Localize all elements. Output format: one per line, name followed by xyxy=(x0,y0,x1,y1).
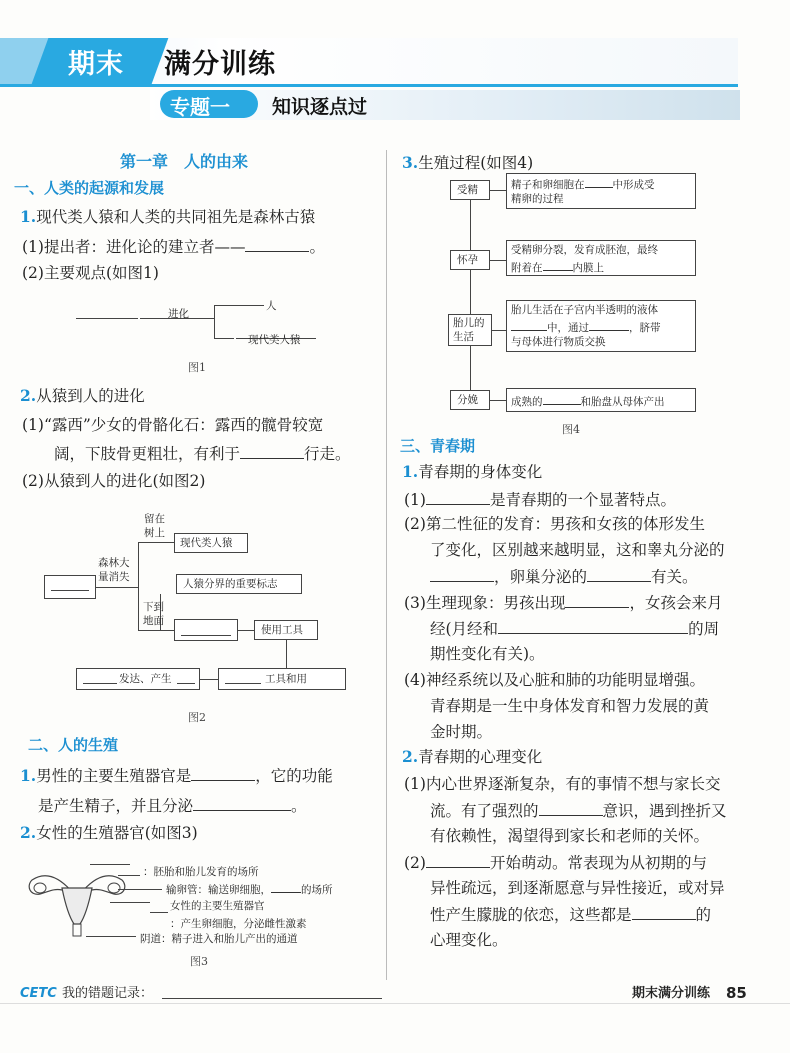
fig4-d1-line1 xyxy=(511,176,655,192)
q7-sub2e: 心理变化。 xyxy=(430,931,508,949)
section-heading-puberty: 三、青春期 xyxy=(400,437,476,455)
fig4-step-fertilize xyxy=(450,180,490,200)
fig4-d2c: 内膜上 xyxy=(572,262,604,274)
fig4-d1c: 精卵的过程 xyxy=(511,193,564,205)
fig4-arrow xyxy=(492,330,506,331)
running-title: 期末满分训练 xyxy=(632,986,711,1001)
q-number: 2. xyxy=(402,747,419,766)
fig2-sign-box xyxy=(176,574,302,594)
female-reproductive-diagram xyxy=(22,858,132,938)
q2-sub1b-text: 阔，下肢骨更粗壮，有利于 xyxy=(54,445,241,463)
answer-blank[interactable] xyxy=(271,881,301,893)
fig2-make-tools-box xyxy=(218,668,346,690)
fig4-s3: 胎儿的 生活 xyxy=(453,317,485,343)
fig3-leader xyxy=(90,864,130,865)
q7-sub1c-text: 意识，遇到挫折又 xyxy=(602,802,727,820)
fig4-desc-pregnancy xyxy=(506,240,696,276)
fig1-caption: 图1 xyxy=(188,361,206,374)
question-6 xyxy=(402,462,542,482)
q6-sub4b: 青春期是一生中身体发育和智力发展的黄 xyxy=(430,697,710,715)
fig4-spine xyxy=(470,194,471,400)
answer-blank[interactable] xyxy=(193,795,291,811)
fig4-desc-fertilize xyxy=(506,173,696,209)
q6-sub3a-text: (3)生理现象：男孩出现 xyxy=(404,594,566,612)
answer-blank[interactable] xyxy=(543,393,581,405)
fig4-d1b: 中形成受 xyxy=(612,179,655,191)
column-divider xyxy=(386,150,387,980)
q-number: 3. xyxy=(402,153,419,172)
fig4-s2: 怀孕 xyxy=(457,254,478,266)
fig4-caption: 图4 xyxy=(562,423,580,436)
question-5 xyxy=(402,153,533,173)
fig2-line xyxy=(96,587,138,588)
fig2-start-box xyxy=(44,575,96,599)
fig4-d2-line2 xyxy=(511,259,604,275)
footer-record-label: 我的错题记录： xyxy=(62,986,154,1001)
fig1-human: 人 xyxy=(266,300,277,312)
answer-blank[interactable] xyxy=(565,592,629,608)
q7-sub2a: (2) 开始萌动。常表现为从初期的与 xyxy=(404,854,707,872)
answer-blank[interactable] xyxy=(587,566,651,582)
fig2-up-line xyxy=(138,542,174,543)
question-3 xyxy=(20,765,333,786)
q7-text: 青春期的心理变化 xyxy=(418,748,543,766)
fig3-leader xyxy=(118,889,162,890)
fig4-d3-line2 xyxy=(511,319,661,335)
q1-sub2: (2)主要观点(如图1) xyxy=(22,264,159,282)
fig1-blank[interactable] xyxy=(76,318,138,319)
fig2-make-tools: 工具和用 xyxy=(265,673,307,685)
fig2-trunk xyxy=(138,542,139,630)
q2-sub2: (2)从猿到人的进化(如图2) xyxy=(22,472,206,490)
answer-blank[interactable] xyxy=(426,489,490,505)
fig3-label-ovary: ：产生卵细胞，分泌雌性激素 xyxy=(170,918,307,930)
fig4-d3c: ，脐带 xyxy=(629,322,661,334)
q6-sub2c xyxy=(430,566,698,587)
answer-blank[interactable] xyxy=(430,566,494,582)
fig1-branch-down xyxy=(214,338,234,339)
fig2-use-tools: 使用工具 xyxy=(261,624,303,636)
q6-sub1-text: 是青春期的一个显著特点。 xyxy=(489,491,676,509)
footer-record-line[interactable] xyxy=(162,998,382,999)
fig4-step-fetus xyxy=(448,314,492,346)
q2-text: 从猿到人的进化 xyxy=(36,387,145,405)
q6-sub4c: 金时期。 xyxy=(430,723,493,741)
q6-sub3e: 期性变化有关)。 xyxy=(430,645,545,663)
answer-blank[interactable] xyxy=(426,852,490,868)
q-number: 2. xyxy=(20,823,37,842)
q6-sub3c-text: 经(月经和 xyxy=(430,620,499,638)
fig4-d2b: 附着在 xyxy=(511,262,543,274)
page-number: 85 xyxy=(726,984,747,1002)
fig2-start-blank[interactable] xyxy=(51,590,89,591)
fig3-label-vagina: 阴道：精子进入和胎儿产出的通道 xyxy=(140,933,298,945)
header-title: 满分训练 xyxy=(164,49,276,80)
q6-sub3b-text: ，女孩会来月 xyxy=(629,594,723,612)
footer-logo: CETC xyxy=(20,986,57,1001)
footer-divider xyxy=(0,1003,790,1004)
fig4-d4a: 成熟的 xyxy=(511,396,543,408)
fig2-modern-ape: 现代类人猿 xyxy=(180,537,233,549)
q-number: 1. xyxy=(20,766,37,785)
fig4-d3b: 中，通过 xyxy=(547,322,589,334)
q6-sub2a: (2)第二性征的发育：男孩和女孩的体形发生 xyxy=(404,515,705,533)
q7-sub2d-text: 的 xyxy=(695,906,712,924)
fig3-caption: 图3 xyxy=(190,955,208,968)
q-number: 1. xyxy=(402,462,419,481)
answer-blank[interactable] xyxy=(240,443,304,459)
answer-blank[interactable] xyxy=(539,800,603,816)
topic-title: 知识逐点过 xyxy=(272,96,368,118)
q7-sub2c-text: 性产生朦胧的依恋，这些都是 xyxy=(430,906,632,924)
q4-text: 女性的生殖器官(如图3) xyxy=(36,824,198,842)
fig2-ground: 下到 地面 xyxy=(143,601,164,627)
q5-text: 生殖过程(如图4) xyxy=(418,154,534,172)
answer-blank[interactable] xyxy=(511,319,547,331)
q-number: 1. xyxy=(20,207,37,226)
fig1-evolve-label: 进化 xyxy=(168,308,189,320)
q-number: 2. xyxy=(20,386,37,405)
fig3-label-uterus: ：胚胎和胎儿发育的场所 xyxy=(143,866,259,878)
fig3-leader xyxy=(86,936,136,937)
fig3-blank-ovary[interactable] xyxy=(150,912,168,913)
fig2-down-line xyxy=(138,630,174,631)
q7-sub1d: 有依赖性，渴望得到家长和老师的关怀。 xyxy=(430,827,710,845)
fig4-desc-fetus xyxy=(506,300,696,352)
fig2-caption: 图2 xyxy=(188,711,206,724)
q6-text: 青春期的身体变化 xyxy=(418,463,543,481)
q7-sub1b-text: 流。有了强烈的 xyxy=(430,802,539,820)
q3-text-b: ，它的功能 xyxy=(255,767,333,785)
question-2 xyxy=(20,386,145,406)
fig2-modern-ape-box xyxy=(174,533,248,553)
fig4-arrow xyxy=(490,400,506,401)
q6-sub3d-text: 的周 xyxy=(688,620,720,638)
fig4-d3d: 与母体进行物质交换 xyxy=(511,336,606,348)
q6-sub3c xyxy=(430,618,719,639)
fig2-use-tools-box xyxy=(254,620,318,640)
fig2-forest-loss: 森林大 量消失 xyxy=(98,557,130,583)
answer-blank[interactable] xyxy=(245,236,309,252)
fig4-d4b: 和胎盘从母体产出 xyxy=(580,396,665,408)
answer-blank[interactable] xyxy=(585,176,613,188)
fig4-s4: 分娩 xyxy=(457,394,478,406)
fig2-stay-tree: 留在 树上 xyxy=(144,513,165,539)
answer-blank[interactable] xyxy=(191,765,255,781)
q3-line2: 是产生精子，并且分泌 。 xyxy=(38,797,307,815)
q6-sub1: (1) 是青春期的一个显著特点。 xyxy=(404,491,676,509)
q6-sub3a xyxy=(404,592,722,613)
topic-label: 专题一 xyxy=(170,95,230,119)
fig4-s1: 受精 xyxy=(457,184,478,196)
fig4-step-birth xyxy=(450,390,490,410)
answer-blank[interactable] xyxy=(632,904,696,920)
fig1-branch xyxy=(214,305,215,338)
fig4-d2a: 受精卵分裂，发育成胚泡，最终 xyxy=(511,244,658,256)
fig2-develop-blank2[interactable] xyxy=(177,683,195,684)
fig4-arrow xyxy=(490,260,506,261)
q7-sub1a: (1)内心世界逐渐复杂，有的事情不想与家长交 xyxy=(404,775,721,793)
answer-blank[interactable] xyxy=(589,319,629,331)
fig2-make-blank[interactable] xyxy=(225,683,261,684)
question-4 xyxy=(20,823,198,843)
q6-sub2d-text: 有关。 xyxy=(651,568,698,586)
fig4-d1a: 精子和卵细胞在 xyxy=(511,179,585,191)
q3-text-a: 男性的主要生殖器官是 xyxy=(36,767,192,785)
fig4-step-pregnancy xyxy=(450,250,490,270)
q7-sub1b xyxy=(430,800,727,821)
header-divider xyxy=(0,84,738,87)
fig2-left-arrow xyxy=(200,679,218,680)
q3-text-c: 是产生精子，并且分泌 xyxy=(38,797,194,815)
chapter-title: 第一章 人的由来 xyxy=(120,152,249,171)
q2-sub1c-text: 行走。 xyxy=(304,445,351,463)
fig2-develop-blank[interactable] xyxy=(83,683,117,684)
fig3-tube-text: 输卵管：输送卵细胞， xyxy=(166,884,271,896)
fig2-arrow xyxy=(238,630,254,631)
fig3-tube-text-b: 的场所 xyxy=(301,884,333,896)
fig1-ape: 现代类人猿 xyxy=(248,334,301,346)
q1-text: 现代类人猿和人类的共同祖先是森林古猿 xyxy=(36,208,316,226)
section-heading-reproduction: 二、人的生殖 xyxy=(28,736,119,754)
q6-sub2c-text: ，卵巢分泌的 xyxy=(494,568,588,586)
q7-sub2a-text: 开始萌动。常表现为从初期的与 xyxy=(489,854,707,872)
question-7 xyxy=(402,747,542,767)
q6-sub4a: (4)神经系统以及心脏和肺的功能明显增强。 xyxy=(404,671,705,689)
q7-sub2b: 异性疏远，到逐渐愿意与异性接近，或对异 xyxy=(430,879,725,897)
answer-blank[interactable] xyxy=(543,259,573,271)
fig4-d3a: 胎儿生活在子宫内半透明的液体 xyxy=(511,304,658,316)
fig1-branch-up xyxy=(214,305,264,306)
fig2-develop-box xyxy=(76,668,200,690)
q1-sub1: (1)提出者：进化论的建立者—— 。 xyxy=(22,238,325,256)
q2-sub1a: (1)“露西”少女的骨骼化石：露西的髋骨较宽 xyxy=(22,416,324,434)
fig4-d4-line xyxy=(511,393,665,409)
section-heading-origin: 一、人类的起源和发展 xyxy=(14,179,165,197)
fig2-sign: 人猿分界的重要标志 xyxy=(183,578,278,590)
q7-sub2c xyxy=(430,904,711,925)
fig3-leader xyxy=(110,902,150,903)
fig3-label-main: 女性的主要生殖器官 xyxy=(170,900,265,912)
q2-sub1b xyxy=(54,443,351,464)
question-1 xyxy=(20,207,315,227)
fig2-blank[interactable] xyxy=(181,635,231,636)
fig3-blank-uterus[interactable] xyxy=(118,875,140,876)
fig4-desc-birth xyxy=(506,388,696,412)
fig2-blank-box xyxy=(174,619,238,641)
answer-blank[interactable] xyxy=(498,618,688,634)
fig2-develop: 发达、产生 xyxy=(119,673,172,685)
fig4-arrow xyxy=(490,190,506,191)
q1-sub1-text: (1)提出者：进化论的建立者—— xyxy=(22,238,246,256)
header-title-blue: 期末 xyxy=(68,49,124,80)
q6-sub2b: 了变化，区别越来越明显，这和睾丸分泌的 xyxy=(430,541,725,559)
fig2-down-arrow xyxy=(286,640,287,668)
